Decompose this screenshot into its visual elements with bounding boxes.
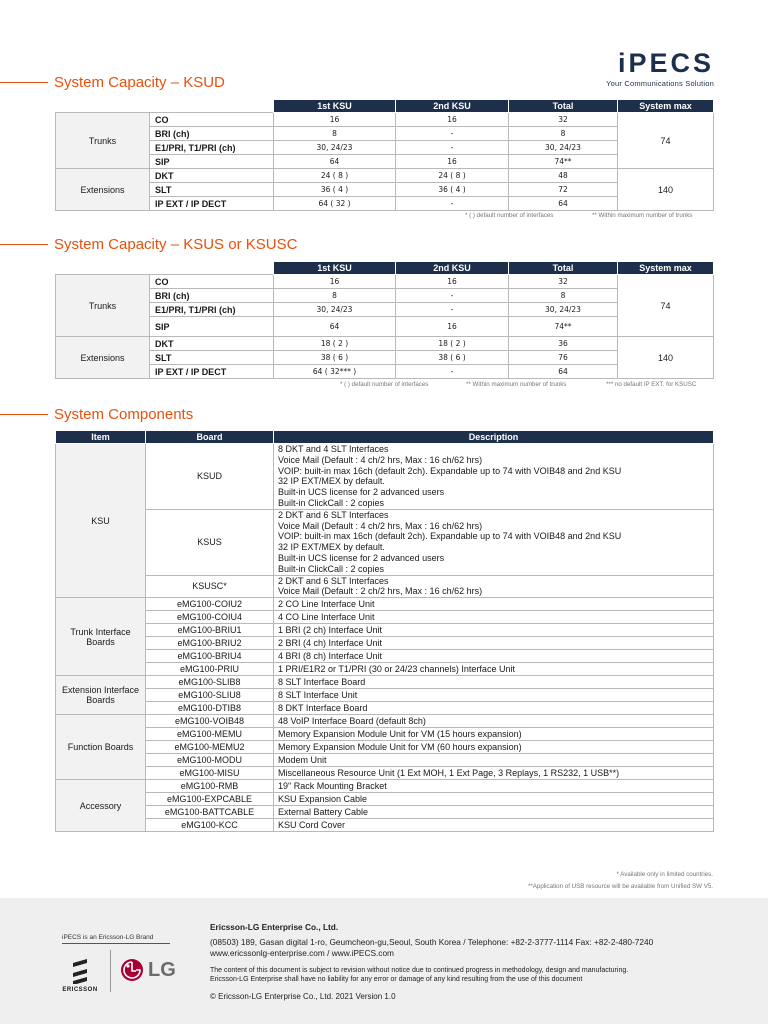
table-row [56, 169, 714, 183]
table-row [56, 624, 714, 637]
description-cell [274, 728, 714, 741]
row-label: DKT [150, 169, 274, 183]
total-value: 36 [509, 337, 618, 351]
description-cell [274, 819, 714, 832]
ksud-note-2: ** Within maximum number of trunks [592, 212, 693, 219]
table-row [56, 183, 714, 197]
description-line: 2 DKT and 6 SLT Interfaces [278, 575, 389, 586]
total-value: 32 [509, 275, 618, 289]
description-cell [274, 741, 714, 754]
company-info [210, 922, 720, 1003]
column-header: Board [146, 431, 274, 444]
table-row [56, 715, 714, 728]
section-title-ksud [0, 74, 225, 91]
description-line: Built-in ClickCall : 2 copies [278, 497, 385, 508]
company-web[interactable]: www.ericssonlg-enterprise.com / www.iPECS.com [210, 948, 394, 959]
table-row [56, 365, 714, 379]
table-row [56, 689, 714, 702]
description-cell [274, 624, 714, 637]
description-line: Built-in UCS license for 2 advanced users [278, 487, 445, 498]
board-name: KSUD [146, 444, 274, 510]
second-ksu-value: 36 ( 4 ) [396, 183, 509, 197]
section-title-ksus [0, 236, 297, 253]
row-label: BRI (ch) [150, 289, 274, 303]
description-cell [274, 598, 714, 611]
table-row [56, 127, 714, 141]
section-title-text: System Capacity – KSUS or KSUSC [54, 236, 298, 253]
first-ksu-value: 16 [274, 275, 396, 289]
ksus-note-2: ** Within maximum number of trunks [466, 381, 567, 388]
board-name: eMG100-BATTCABLE [146, 806, 274, 819]
group-label: Trunks [56, 113, 150, 169]
table-row [56, 275, 714, 289]
column-header: Description [274, 431, 714, 444]
first-ksu-value: 8 [274, 289, 396, 303]
components-note-2: **Application of USB resource will be available from Unified SW V5. [527, 883, 713, 890]
first-ksu-value: 64 [274, 155, 396, 169]
second-ksu-value: 16 [396, 317, 509, 337]
table-row [56, 650, 714, 663]
group-label: Trunks [56, 275, 150, 337]
board-name: eMG100-RMB [146, 780, 274, 793]
board-name: eMG100-MEMU2 [146, 741, 274, 754]
table-row [56, 741, 714, 754]
table-row [56, 317, 714, 337]
second-ksu-value: 24 ( 8 ) [396, 169, 509, 183]
total-value: 74** [509, 155, 618, 169]
board-name: eMG100-MEMU [146, 728, 274, 741]
table-row [56, 141, 714, 155]
column-header: 2nd KSU [396, 100, 509, 113]
table-row [56, 113, 714, 127]
description-line: KSU Expansion Cable [278, 793, 368, 804]
table-row [56, 611, 714, 624]
column-header: Total [509, 262, 618, 275]
description-cell [274, 689, 714, 702]
disclaimer-line-2: Ericsson-LG Enterprise shall have no liability for any error or damage of any kind resulting from the use of this document [210, 975, 583, 983]
board-name: eMG100-SLIB8 [146, 676, 274, 689]
first-ksu-value: 36 ( 4 ) [274, 183, 396, 197]
board-name: eMG100-COIU2 [146, 598, 274, 611]
ksud-note-1: * ( ) default number of interfaces [465, 212, 554, 219]
description-line: VOIP: built-in max 16ch (default 2ch). Expandable up to 74 with VOIB48 and 2nd KSU [278, 531, 622, 542]
ipecs-logo-word: iPECS [617, 48, 714, 78]
description-cell [274, 702, 714, 715]
item-label: Accessory [56, 780, 146, 832]
description-cell [274, 780, 714, 793]
ericsson-name: ERICSSON [62, 987, 98, 993]
total-value: 32 [509, 113, 618, 127]
description-line: Modem Unit [278, 754, 327, 765]
row-label: SLT [150, 351, 274, 365]
ericsson-mark-icon [71, 958, 89, 984]
header-row [56, 262, 714, 275]
first-ksu-value: 30, 24/23 [274, 141, 396, 155]
description-line: 1 BRI (2 ch) Interface Unit [278, 624, 383, 635]
description-line: Built-in UCS license for 2 advanced users [278, 552, 445, 563]
description-cell [274, 676, 714, 689]
page-footer [0, 898, 768, 1024]
first-ksu-value: 18 ( 2 ) [274, 337, 396, 351]
board-name: eMG100-PRIU [146, 663, 274, 676]
logo-divider [110, 950, 111, 992]
lg-logo [120, 958, 176, 982]
description-line: 2 BRI (4 ch) Interface Unit [278, 637, 383, 648]
board-name: eMG100-MISU [146, 767, 274, 780]
ipecs-logo [606, 50, 714, 88]
row-label: IP EXT / IP DECT [150, 365, 274, 379]
description-line: 4 BRI (8 ch) Interface Unit [278, 650, 383, 661]
total-value: 74** [509, 317, 618, 337]
second-ksu-value: - [396, 197, 509, 211]
row-label: SIP [150, 317, 274, 337]
header-blank [56, 100, 274, 113]
group-label: Extensions [56, 169, 150, 211]
total-value: 64 [509, 365, 618, 379]
table-row [56, 289, 714, 303]
item-label: Trunk Interface Boards [56, 598, 146, 676]
description-line: Voice Mail (Default : 4 ch/2 hrs, Max : 16 ch/62 hrs) [278, 454, 483, 465]
title-rule [0, 82, 48, 83]
description-cell [274, 663, 714, 676]
table-row [56, 575, 714, 598]
table-row [56, 767, 714, 780]
ericsson-logo [60, 958, 100, 993]
first-ksu-value: 38 ( 6 ) [274, 351, 396, 365]
second-ksu-value: - [396, 289, 509, 303]
row-label: CO [150, 275, 274, 289]
first-ksu-value: 16 [274, 113, 396, 127]
description-cell [274, 575, 714, 598]
row-label: BRI (ch) [150, 127, 274, 141]
row-label: IP EXT / IP DECT [150, 197, 274, 211]
system-max-value: 140 [618, 169, 714, 211]
item-label: Extension Interface Boards [56, 676, 146, 715]
description-cell [274, 754, 714, 767]
system-max-value: 74 [618, 113, 714, 169]
disclaimer-line-1: The content of this document is subject to revision without notice due to continued progress in methodology, design and manufacturing. [210, 966, 629, 974]
second-ksu-value: - [396, 365, 509, 379]
table-row [56, 598, 714, 611]
section-title-text: System Capacity – KSUD [54, 74, 225, 91]
board-name: KSUSC* [146, 575, 274, 598]
column-header: Item [56, 431, 146, 444]
title-rule [0, 414, 48, 415]
total-value: 30, 24/23 [509, 141, 618, 155]
board-name: eMG100-EXPCABLE [146, 793, 274, 806]
second-ksu-value: 18 ( 2 ) [396, 337, 509, 351]
column-header: System max [618, 100, 714, 113]
table-row [56, 509, 714, 575]
company-name: Ericsson-LG Enterprise Co., Ltd. [210, 922, 339, 932]
table-row [56, 793, 714, 806]
lg-face-icon [120, 958, 144, 982]
description-cell [274, 611, 714, 624]
total-value: 8 [509, 289, 618, 303]
column-header: 2nd KSU [396, 262, 509, 275]
table-row [56, 197, 714, 211]
first-ksu-value: 24 ( 8 ) [274, 169, 396, 183]
table-row [56, 728, 714, 741]
first-ksu-value: 30, 24/23 [274, 303, 396, 317]
description-line: 32 IP EXT/MEX by default. [278, 542, 385, 553]
table-row [56, 155, 714, 169]
description-line: 19" Rack Mounting Bracket [278, 780, 387, 791]
group-label: Extensions [56, 337, 150, 379]
board-name: eMG100-BRIU4 [146, 650, 274, 663]
section-title-components [0, 406, 193, 423]
description-line: 1 PRI/E1R2 or T1/PRI (30 or 24/23 channels) Interface Unit [278, 663, 515, 674]
first-ksu-value: 8 [274, 127, 396, 141]
total-value: 8 [509, 127, 618, 141]
row-label: E1/PRI, T1/PRI (ch) [150, 141, 274, 155]
second-ksu-value: 16 [396, 155, 509, 169]
description-line: 8 DKT and 4 SLT Interfaces [278, 444, 389, 454]
components-note-1: * Available only in limited countries. [616, 871, 713, 878]
company-address: (08503) 189, Gasan digital 1-ro, Geumcheon-gu,Seoul, South Korea / Telephone: +82-2-3777-1114 Fax: +82-2-480-7240 [210, 937, 654, 948]
column-header: System max [618, 262, 714, 275]
description-line: Built-in ClickCall : 2 copies [278, 563, 385, 574]
table-row [56, 780, 714, 793]
first-ksu-value: 64 ( 32 ) [274, 197, 396, 211]
table-row [56, 444, 714, 510]
row-label: SLT [150, 183, 274, 197]
first-ksu-value: 64 ( 32*** ) [274, 365, 396, 379]
system-max-value: 74 [618, 275, 714, 337]
description-cell [274, 806, 714, 819]
header-blank [56, 262, 274, 275]
components-table [55, 430, 714, 832]
table-row [56, 637, 714, 650]
total-value: 64 [509, 197, 618, 211]
item-label: KSU [56, 444, 146, 598]
board-name: eMG100-MODU [146, 754, 274, 767]
first-ksu-value: 64 [274, 317, 396, 337]
ksud-capacity-table [55, 99, 714, 211]
table-row [56, 303, 714, 317]
header-row [56, 100, 714, 113]
header-row [56, 431, 714, 444]
lg-name: LG [148, 958, 176, 981]
total-value: 72 [509, 183, 618, 197]
row-label: DKT [150, 337, 274, 351]
description-line: 4 CO Line Interface Unit [278, 611, 375, 622]
table-row [56, 819, 714, 832]
description-cell [274, 444, 714, 510]
column-header: 1st KSU [274, 262, 396, 275]
board-name: eMG100-BRIU2 [146, 637, 274, 650]
description-cell [274, 767, 714, 780]
description-line: Voice Mail (Default : 4 ch/2 hrs, Max : 16 ch/62 hrs) [278, 520, 483, 531]
total-value: 30, 24/23 [509, 303, 618, 317]
description-cell [274, 650, 714, 663]
description-line: 48 VoIP Interface Board (default 8ch) [278, 715, 426, 726]
row-label: E1/PRI, T1/PRI (ch) [150, 303, 274, 317]
description-line: KSU Cord Cover [278, 819, 346, 830]
table-row [56, 702, 714, 715]
row-label: SIP [150, 155, 274, 169]
board-name: KSUS [146, 509, 274, 575]
second-ksu-value: - [396, 303, 509, 317]
description-line: 8 SLT Interface Unit [278, 689, 358, 700]
column-header: Total [509, 100, 618, 113]
description-line: VOIP: built-in max 16ch (default 2ch). Expandable up to 74 with VOIB48 and 2nd KSU [278, 465, 622, 476]
item-label: Function Boards [56, 715, 146, 780]
description-cell [274, 715, 714, 728]
second-ksu-value: 16 [396, 275, 509, 289]
description-line: 32 IP EXT/MEX by default. [278, 476, 385, 487]
description-line: 8 SLT Interface Board [278, 676, 366, 687]
table-row [56, 676, 714, 689]
total-value: 48 [509, 169, 618, 183]
ksus-capacity-table [55, 261, 714, 379]
table-row [56, 337, 714, 351]
board-name: eMG100-KCC [146, 819, 274, 832]
description-line: 8 DKT Interface Board [278, 702, 368, 713]
description-cell [274, 793, 714, 806]
board-name: eMG100-VOIB48 [146, 715, 274, 728]
table-row [56, 351, 714, 365]
board-name: eMG100-BRIU1 [146, 624, 274, 637]
description-line: Memory Expansion Module Unit for VM (15 hours expansion) [278, 728, 522, 739]
board-name: eMG100-SLIU8 [146, 689, 274, 702]
disclaimer [210, 966, 720, 984]
total-value: 76 [509, 351, 618, 365]
board-name: eMG100-DTIB8 [146, 702, 274, 715]
description-line: Memory Expansion Module Unit for VM (60 hours expansion) [278, 741, 522, 752]
ksus-note-1: * ( ) default number of interfaces [340, 381, 429, 388]
table-row [56, 806, 714, 819]
ipecs-tagline: Your Communications Solution [606, 79, 714, 88]
description-cell [274, 509, 714, 575]
column-header: 1st KSU [274, 100, 396, 113]
copyright: © Ericsson-LG Enterprise Co., Ltd. 2021 Version 1.0 [210, 991, 396, 1001]
section-title-text: System Components [54, 406, 194, 423]
brand-note: iPECS is an Ericsson-LG Brand [62, 934, 170, 944]
row-label: CO [150, 113, 274, 127]
description-cell [274, 637, 714, 650]
second-ksu-value: 16 [396, 113, 509, 127]
description-line: 2 DKT and 6 SLT Interfaces [278, 509, 389, 520]
second-ksu-value: - [396, 127, 509, 141]
description-line: 2 CO Line Interface Unit [278, 598, 375, 609]
second-ksu-value: 38 ( 6 ) [396, 351, 509, 365]
second-ksu-value: - [396, 141, 509, 155]
description-line: External Battery Cable [278, 806, 369, 817]
description-line: Miscellaneous Resource Unit (1 Ext MOH, 1 Ext Page, 3 Replays, 1 RS232, 1 USB**) [278, 767, 620, 778]
table-row [56, 754, 714, 767]
description-line: Voice Mail (Default : 2 ch/2 hrs, Max : 16 ch/62 hrs) [278, 586, 483, 597]
ksus-note-3: *** no default IP EXT. for KSUSC [606, 381, 697, 388]
board-name: eMG100-COIU4 [146, 611, 274, 624]
system-max-value: 140 [618, 337, 714, 379]
title-rule [0, 244, 48, 245]
table-row [56, 663, 714, 676]
